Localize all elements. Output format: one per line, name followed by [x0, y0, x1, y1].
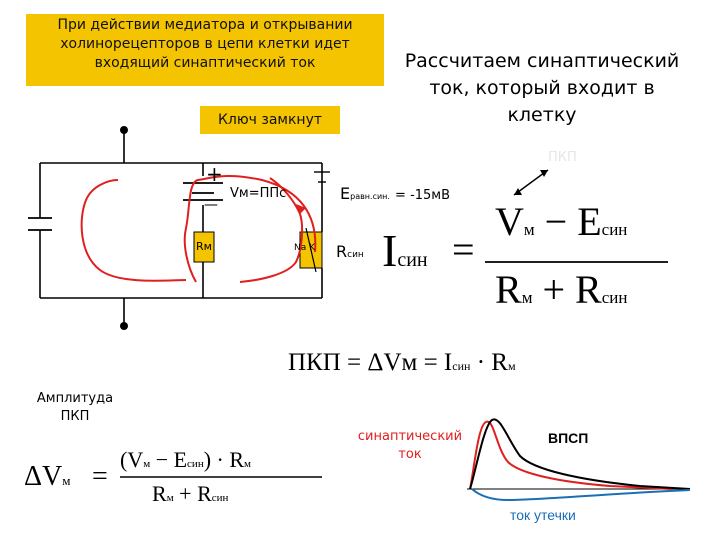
amp-den-plus: + R [173, 481, 212, 506]
amplitude-formula-lhs [24, 462, 70, 496]
amp-den-sub: м [166, 492, 174, 504]
amp-num-sub3: м [244, 458, 251, 470]
e-subscript: равн.син. [350, 192, 390, 201]
amplitude-line-2: ПКП [60, 409, 90, 424]
pkp-formula-tail: · R [470, 349, 508, 376]
syn-current-line-2: ток [398, 447, 422, 462]
amp-den-sub2: син [211, 492, 229, 504]
amp-num-open: (V [120, 447, 144, 472]
amplitude-formula-numerator [120, 447, 251, 477]
pkp-arrow-head-icon [540, 170, 548, 177]
rsyn-symbol: R [336, 242, 348, 261]
pkp-formula-sub2: м [507, 359, 516, 373]
den-r: R [495, 267, 522, 312]
pkp-formula-sub: син [452, 359, 471, 373]
current-lhs-symbol: I [382, 225, 398, 276]
pkp-tag: ПКП [548, 150, 577, 165]
amp-num-sub2: син [187, 458, 204, 470]
amp-num-tail: ) · R [203, 447, 245, 472]
den-plus: + R [532, 267, 602, 312]
vpsp-label: ВПСП [548, 430, 589, 446]
num-v: V [495, 199, 524, 244]
den-rsyn-sub: син [601, 288, 628, 307]
num-e-sub: син [601, 220, 628, 239]
key-closed-label: Ключ замкнут [200, 106, 340, 134]
amp-lhs: ΔV [24, 461, 63, 492]
intro-line-1: При действии медиатора и открывании [57, 17, 353, 33]
e-symbol: E [340, 184, 351, 203]
amp-num-sub: м [143, 458, 151, 470]
amplitude-formula-denominator [152, 481, 228, 511]
current-formula-lhs [382, 225, 428, 283]
pkp-formula [288, 348, 516, 381]
current-formula-equals: = [452, 227, 475, 272]
pkp-arrow-tail-icon [514, 188, 522, 195]
na-k-label: Na K [294, 243, 316, 253]
amplitude-label [20, 390, 130, 426]
minus-sign: — [204, 197, 218, 213]
current-formula-numerator [495, 200, 627, 252]
plus-sign: + [206, 162, 223, 186]
current-lhs-sub: син [397, 249, 428, 271]
leak-current-curve [472, 489, 690, 500]
amplitude-formula-equals: = [92, 461, 108, 492]
rm-label: Rм [196, 240, 212, 253]
pkp-formula-text: ПКП = ΔVм = I [288, 349, 453, 376]
leak-current-label: ток утечки [510, 507, 576, 523]
intro-line-3: входящий синаптический ток [94, 55, 316, 71]
den-r-sub: м [521, 288, 533, 307]
num-minus: − E [534, 199, 602, 244]
vm-label: Vм=ППс [230, 186, 287, 201]
syn-current-label [345, 428, 475, 464]
rsyn-label [336, 242, 364, 261]
intro-line-2: холинорецепторов в цепи клетки идет [60, 36, 350, 52]
current-formula-denominator [495, 268, 627, 320]
heading-line-2: ток, который входит в [429, 77, 655, 99]
heading-line-1: Рассчитаем синаптический [404, 50, 680, 72]
amp-num-mid: − E [150, 447, 188, 472]
rsyn-subscript: син [347, 250, 364, 260]
heading-line-3: клетку [507, 104, 577, 126]
amp-lhs-sub: м [62, 473, 71, 488]
e-value: = -15мВ [395, 188, 451, 203]
capacitor-icon [28, 218, 52, 230]
syn-current-line-1: синаптический [357, 429, 463, 444]
amp-den-r: R [152, 481, 167, 506]
terminal-bottom [120, 322, 128, 330]
amplitude-line-1: Амплитуда [36, 391, 114, 406]
num-v-sub: м [523, 220, 535, 239]
terminal-top [120, 126, 128, 134]
e-label [340, 184, 450, 203]
